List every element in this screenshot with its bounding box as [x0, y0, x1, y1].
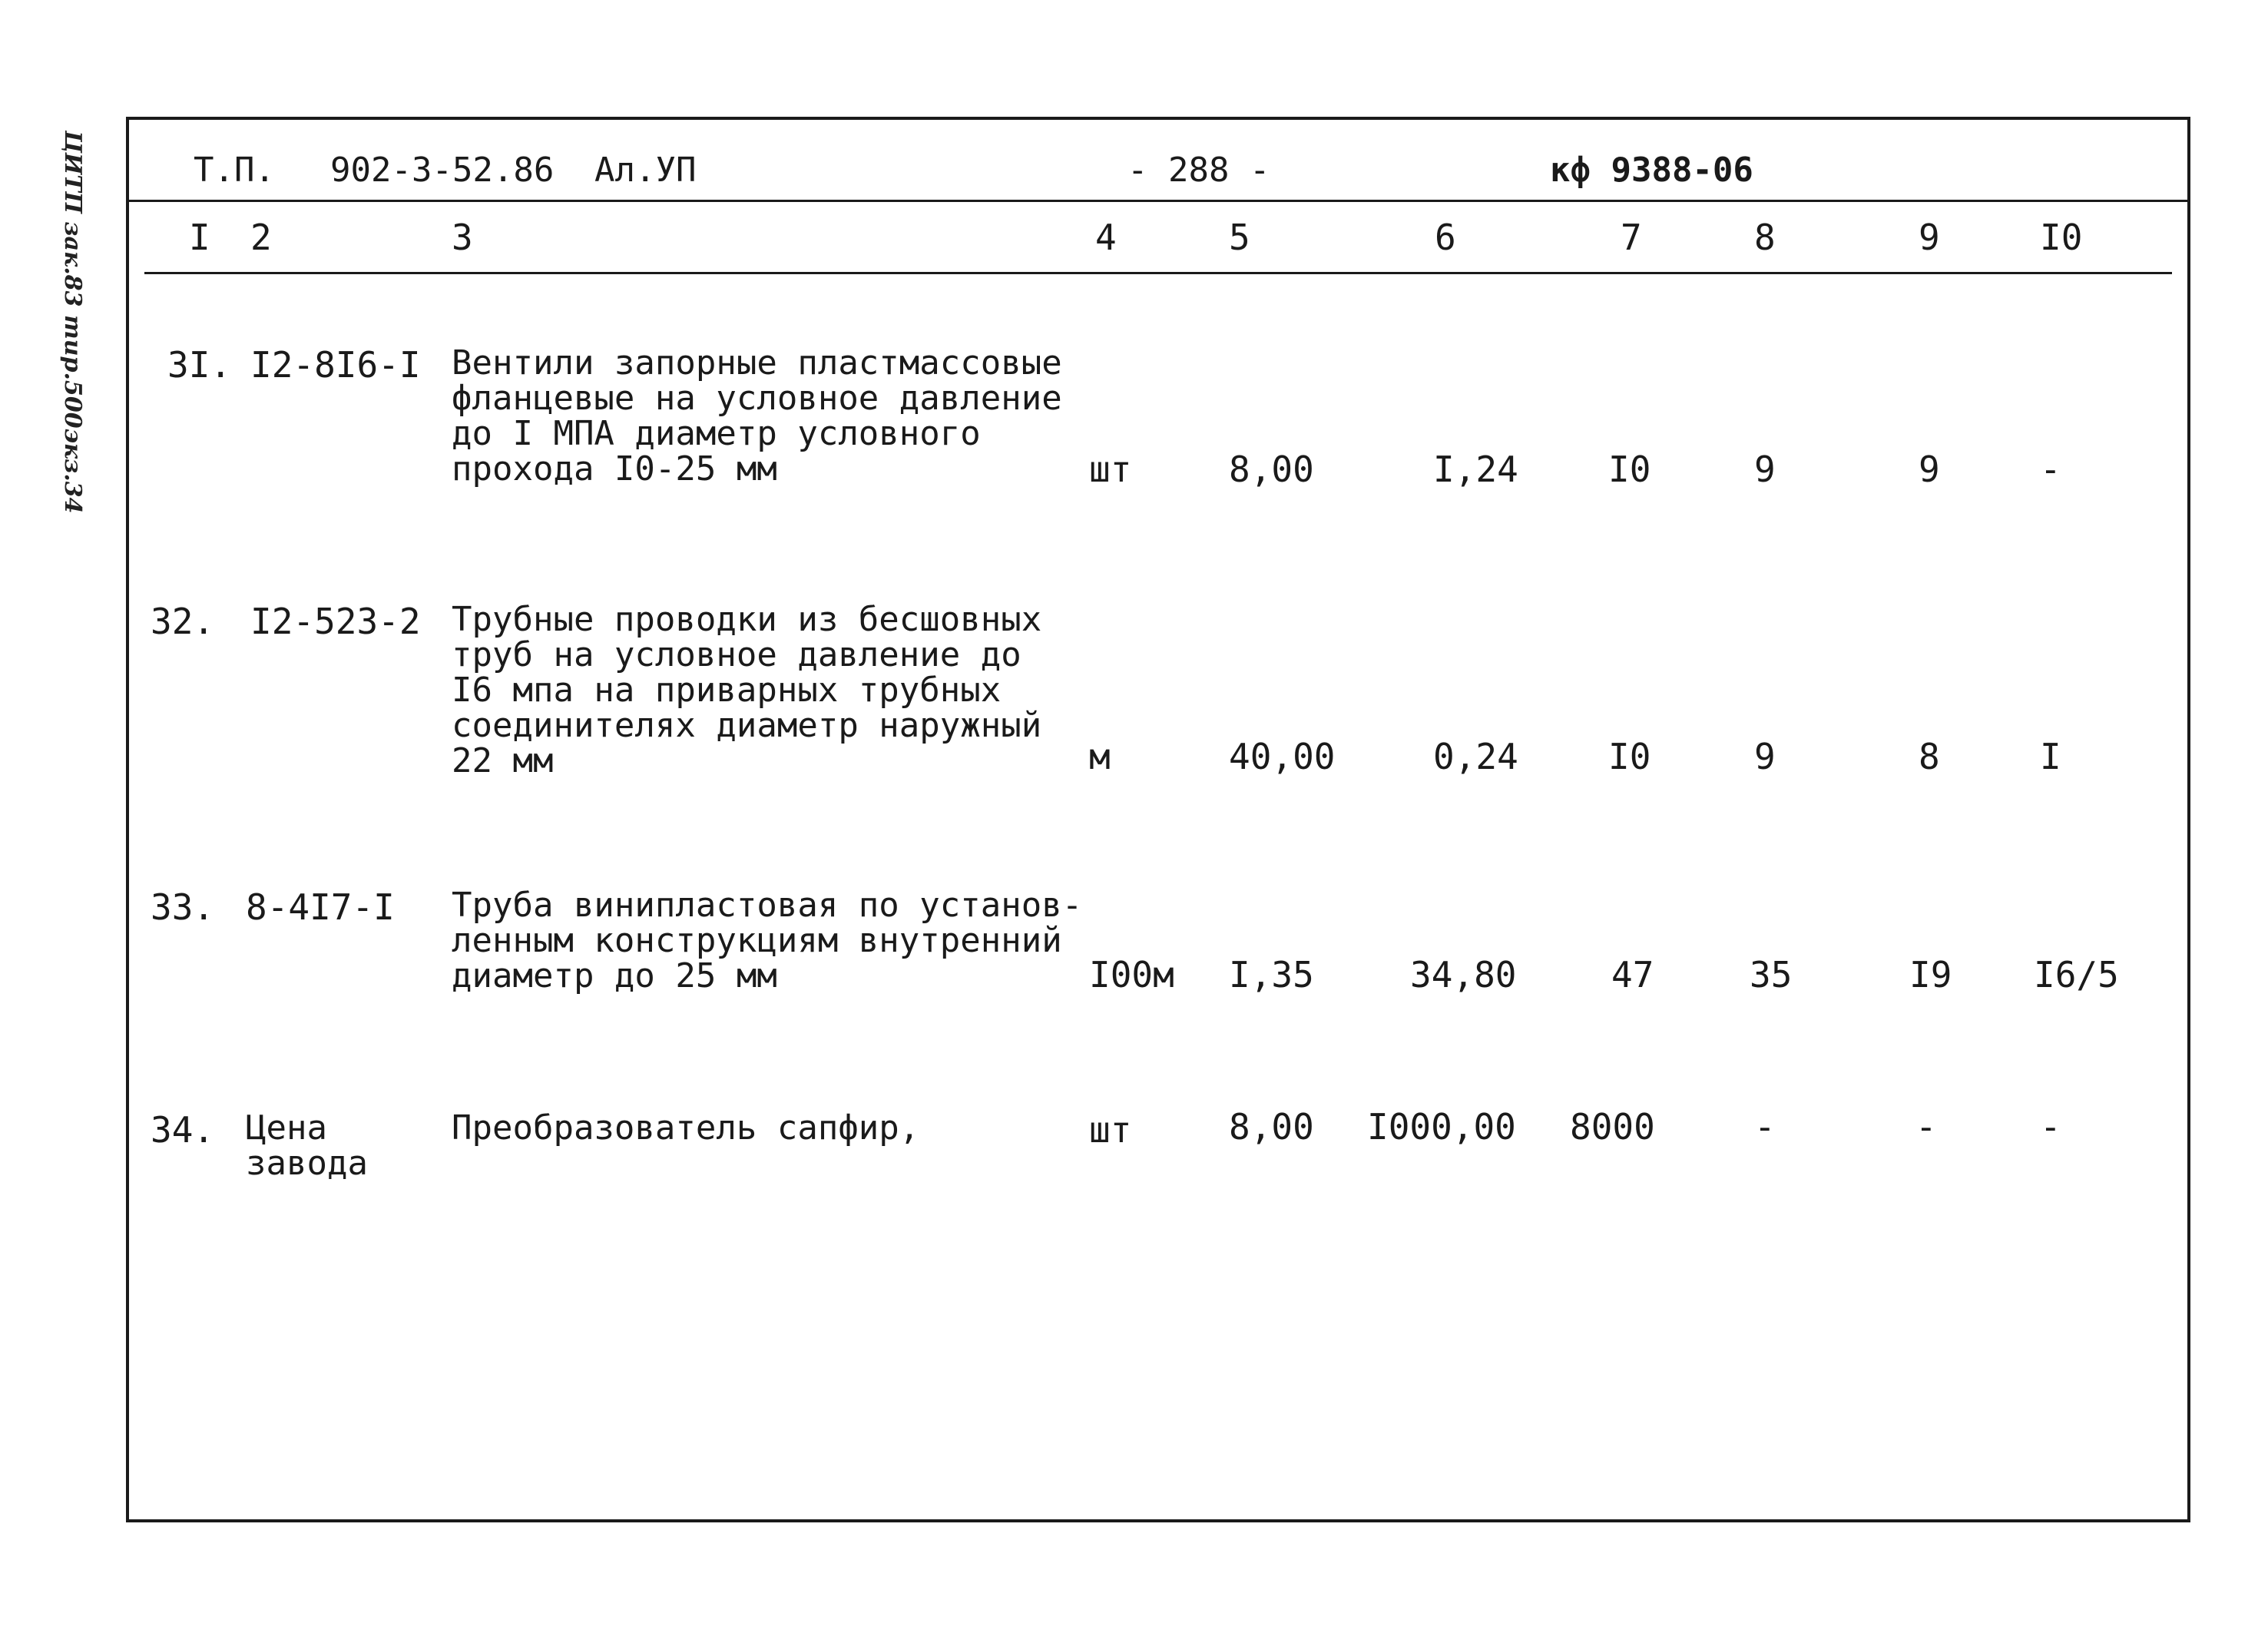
column-number-10: I0 [2040, 217, 2083, 258]
row-32-col9: 8 [1919, 736, 1940, 777]
column-number-2: 2 [250, 217, 272, 258]
row-31-quantity: 8,00 [1229, 449, 1314, 490]
row-34-col8: - [1754, 1106, 1776, 1148]
side-print-stamp [46, 131, 92, 530]
row-32-quantity: 40,00 [1229, 736, 1336, 777]
row-32-col8: 9 [1754, 736, 1776, 777]
row-34-unit: шт [1089, 1109, 1132, 1151]
row-32-number: 32. [151, 601, 215, 642]
row-31-col10: - [2040, 449, 2061, 490]
column-number-1: I [189, 217, 210, 258]
page-number: - 288 - [1127, 151, 1270, 190]
row-31-number: 3I. [167, 344, 232, 386]
row-32-description: Трубные проводки из бесшовных труб на условное давление до I6 мпа на приварных трубных соединителях диаметр наружный 22 мм [452, 600, 1042, 780]
row-32-col10: I [2040, 736, 2061, 777]
row-31-unit: шт [1089, 449, 1132, 490]
row-33-unit: I00м [1089, 954, 1174, 995]
header-album: Ал.УП [594, 151, 697, 190]
row-34-number: 34. [151, 1109, 215, 1151]
row-34-quantity: 8,00 [1229, 1106, 1314, 1148]
column-number-3: 3 [452, 217, 473, 258]
column-number-7: 7 [1621, 217, 1642, 258]
row-34-col9: - [1915, 1106, 1937, 1148]
row-33-number: 33. [151, 886, 215, 928]
row-32-code: I2-523-2 [250, 601, 421, 642]
row-31-col9: 9 [1919, 449, 1940, 490]
row-32-price: 0,24 [1433, 736, 1518, 777]
row-33-col7: 47 [1611, 954, 1654, 995]
row-34-col7: 8000 [1570, 1106, 1655, 1148]
row-34-col10: - [2040, 1106, 2061, 1148]
row-34-description: Преобразователь сапфир, [452, 1108, 920, 1148]
column-number-4: 4 [1095, 217, 1117, 258]
row-31-col7: I0 [1608, 449, 1651, 490]
header-divider [129, 200, 2187, 202]
column-numbers-divider [144, 272, 2172, 274]
header-tp: Т.П. [194, 151, 275, 190]
header-project-number: 902-3-52.86 [330, 151, 555, 190]
row-31-code: I2-8I6-I [250, 344, 421, 386]
row-33-code: 8-4I7-I [246, 886, 395, 928]
document-frame [126, 117, 2190, 1522]
row-34-code: Цена завода [246, 1108, 368, 1183]
side-print-stamp-text: ЦИТП зак.83 тир.500экз.34 [59, 131, 86, 514]
column-number-5: 5 [1229, 217, 1250, 258]
row-33-description: Труба винипластовая по установ- ленным конструкциям внутренний диаметр до 25 мм [452, 886, 1083, 995]
column-number-6: 6 [1435, 217, 1456, 258]
row-33-col10: I6/5 [2034, 954, 2119, 995]
row-33-col9: I9 [1909, 954, 1952, 995]
row-33-col8: 35 [1750, 954, 1793, 995]
row-31-col8: 9 [1754, 449, 1776, 490]
column-number-8: 8 [1754, 217, 1776, 258]
row-34-price: I000,00 [1367, 1106, 1516, 1148]
column-number-9: 9 [1919, 217, 1940, 258]
row-31-description: Вентили запорные пластмассовые фланцевые на условное давление до I МПА диаметр условного прохода I0-25 мм [452, 343, 1062, 489]
row-31-price: I,24 [1433, 449, 1518, 490]
row-33-price: 34,80 [1410, 954, 1517, 995]
header-code: кф 9388-06 [1550, 151, 1753, 190]
row-32-col7: I0 [1608, 736, 1651, 777]
row-32-unit: м [1089, 736, 1111, 777]
row-33-quantity: I,35 [1229, 954, 1314, 995]
